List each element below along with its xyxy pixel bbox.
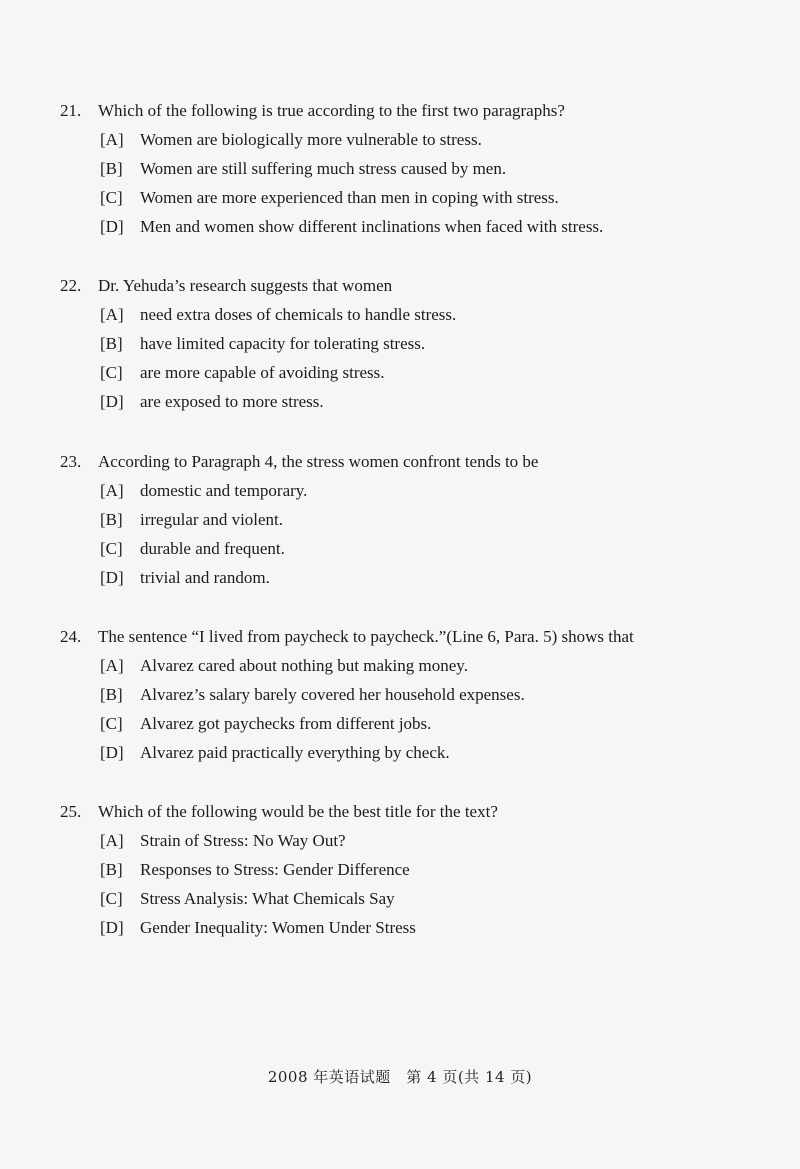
option-text: durable and frequent. xyxy=(140,539,285,558)
page-footer: 2008 年英语试题 第 4 页(共 14 页) xyxy=(267,1068,533,1086)
option-letter: [D] xyxy=(100,392,124,411)
option-text: Responses to Stress: Gender Difference xyxy=(140,860,410,879)
option-letter: [C] xyxy=(100,188,123,207)
option-text: Strain of Stress: No Way Out? xyxy=(140,831,346,850)
option-c xyxy=(60,534,750,563)
option-a xyxy=(60,476,750,505)
option-letter: [C] xyxy=(100,889,123,908)
question-stem xyxy=(60,447,750,476)
question-number: 25. xyxy=(60,802,82,821)
option-text: Alvarez cared about nothing but making money. xyxy=(140,656,468,675)
question-stem xyxy=(60,622,750,651)
option-text: need extra doses of chemicals to handle stress. xyxy=(140,305,457,324)
question-text: According to Paragraph 4, the stress women confront tends to be xyxy=(98,452,539,471)
question-number: 22. xyxy=(60,276,82,295)
option-d xyxy=(60,387,750,416)
option-letter: [D] xyxy=(100,217,124,236)
option-letter: [B] xyxy=(100,685,123,704)
option-c xyxy=(60,884,750,913)
option-letter: [B] xyxy=(100,510,123,529)
option-d xyxy=(60,913,750,942)
option-letter: [A] xyxy=(100,831,124,850)
option-text: Women are biologically more vulnerable to stress. xyxy=(140,130,482,149)
option-text: domestic and temporary. xyxy=(140,481,308,500)
question-number: 23. xyxy=(60,452,82,471)
question-stem xyxy=(60,797,750,826)
option-text: Alvarez got paychecks from different jobs. xyxy=(140,714,432,733)
option-text: Alvarez paid practically everything by check. xyxy=(140,743,450,762)
option-letter: [B] xyxy=(100,334,123,353)
option-text: Alvarez’s salary barely covered her household expenses. xyxy=(140,685,525,704)
question-22 xyxy=(60,271,750,416)
question-stem xyxy=(60,271,750,300)
option-letter: [C] xyxy=(100,363,123,382)
question-text: Dr. Yehuda’s research suggests that women xyxy=(98,276,393,295)
option-letter: [A] xyxy=(100,481,124,500)
option-letter: [B] xyxy=(100,860,123,879)
option-letter: [D] xyxy=(100,568,124,587)
option-c xyxy=(60,709,750,738)
option-a xyxy=(60,826,750,855)
question-number: 24. xyxy=(60,627,82,646)
question-stem xyxy=(60,96,750,125)
option-c xyxy=(60,358,750,387)
option-text: Women are still suffering much stress caused by men. xyxy=(140,159,507,178)
question-21 xyxy=(60,96,750,241)
option-text: are more capable of avoiding stress. xyxy=(140,363,385,382)
option-text: Women are more experienced than men in coping with stress. xyxy=(140,188,559,207)
question-text: Which of the following is true according to the first two paragraphs? xyxy=(98,101,565,120)
option-letter: [D] xyxy=(100,743,124,762)
option-letter: [A] xyxy=(100,305,124,324)
option-letter: [D] xyxy=(100,918,124,937)
option-b xyxy=(60,329,750,358)
option-letter: [A] xyxy=(100,656,124,675)
option-b xyxy=(60,154,750,183)
question-24 xyxy=(60,622,750,767)
question-text: The sentence “I lived from paycheck to paycheck.”(Line 6, Para. 5) shows that xyxy=(98,627,634,646)
option-letter: [C] xyxy=(100,539,123,558)
option-letter: [B] xyxy=(100,159,123,178)
question-23 xyxy=(60,447,750,592)
option-b xyxy=(60,505,750,534)
option-a xyxy=(60,300,750,329)
option-text: Men and women show different inclinations when faced with stress. xyxy=(140,217,604,236)
option-a xyxy=(60,125,750,154)
option-text: Stress Analysis: What Chemicals Say xyxy=(140,889,395,908)
option-d xyxy=(60,212,750,241)
option-b xyxy=(60,680,750,709)
option-b xyxy=(60,855,750,884)
question-25 xyxy=(60,797,750,942)
option-d xyxy=(60,563,750,592)
question-text: Which of the following would be the best title for the text? xyxy=(98,802,498,821)
option-d xyxy=(60,738,750,767)
option-text: have limited capacity for tolerating stress. xyxy=(140,334,426,353)
option-text: are exposed to more stress. xyxy=(140,392,324,411)
option-a xyxy=(60,651,750,680)
option-text: irregular and violent. xyxy=(140,510,284,529)
option-letter: [C] xyxy=(100,714,123,733)
option-c xyxy=(60,183,750,212)
option-text: Gender Inequality: Women Under Stress xyxy=(140,918,416,937)
option-text: trivial and random. xyxy=(140,568,270,587)
option-letter: [A] xyxy=(100,130,124,149)
question-number: 21. xyxy=(60,101,82,120)
